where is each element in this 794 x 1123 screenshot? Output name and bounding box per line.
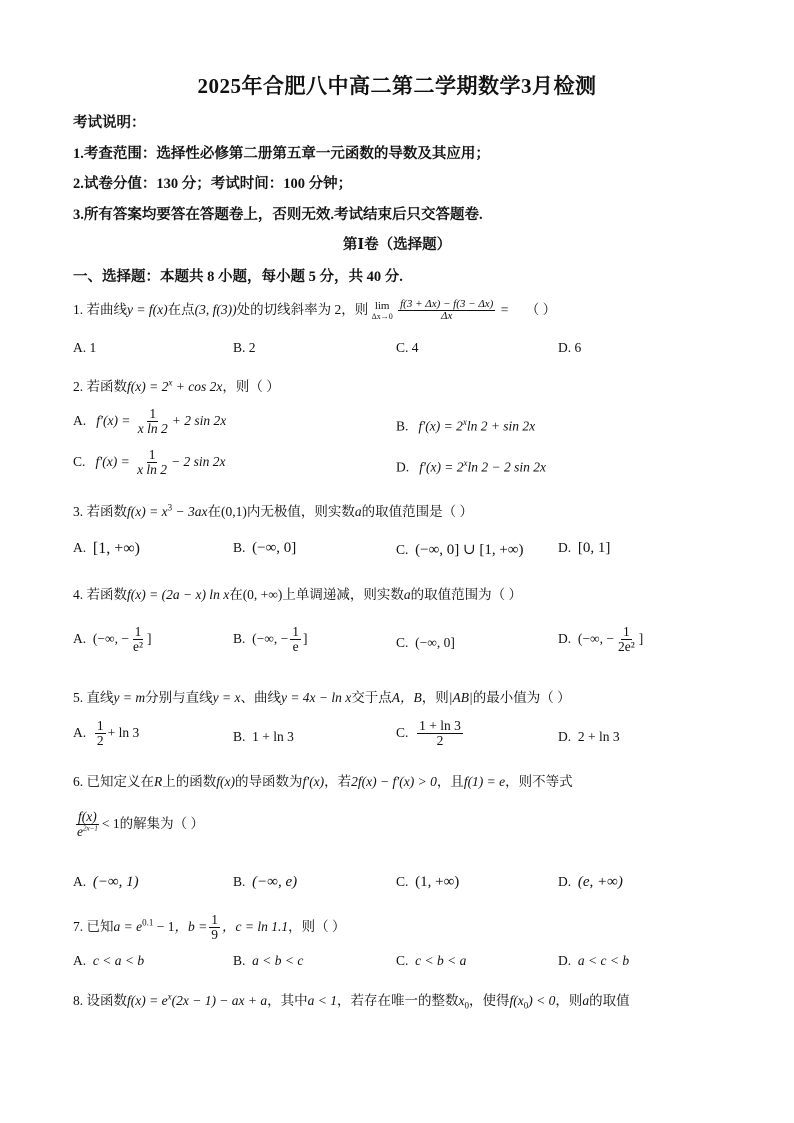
q1-number: 1. xyxy=(73,302,84,317)
q6-a-label: A. xyxy=(73,874,87,889)
q5-tail: 的最小值为（ ） xyxy=(472,690,571,705)
q4-b-num: 1 xyxy=(292,624,299,639)
q1-lim-num: f(3 + Δx) − f(3 − Δx) xyxy=(400,297,494,310)
q3-expr: f(x) = x xyxy=(127,504,168,519)
q7-c-value: c < b < a xyxy=(415,953,467,968)
q3-expr2: − 3ax xyxy=(172,504,208,519)
question-3 xyxy=(73,500,473,520)
q5-mid3: 交于点 xyxy=(351,690,392,705)
q4-var: a xyxy=(403,587,411,602)
q6-option-a xyxy=(73,874,139,891)
q1-option-b: B. 2 xyxy=(233,340,256,355)
q2-b-label: B. xyxy=(396,418,409,434)
question-8 xyxy=(73,989,630,1011)
q3-tail: 内无极值，则实数 xyxy=(246,504,355,519)
notes-heading: 考试说明： xyxy=(73,115,146,131)
q2-c-post: − 2 sin 2x xyxy=(171,453,226,469)
q5-d-value: 2 + ln 3 xyxy=(577,729,620,744)
q1-limit xyxy=(372,300,393,321)
q8-x0: x xyxy=(458,993,465,1008)
q6-text: 已知定义在 xyxy=(86,774,154,789)
q3-c-value: (−∞, 0] ∪ [1, +∞) xyxy=(415,542,524,558)
q6-fraction xyxy=(75,810,100,839)
q3-exp: 3 xyxy=(167,502,173,513)
q4-a-den: e² xyxy=(132,639,144,655)
q5-a-num: 1 xyxy=(96,718,104,733)
q5-b-value: 1 + ln 3 xyxy=(252,729,294,744)
volume-heading: 第Ⅰ卷（选择题） xyxy=(342,237,452,253)
q3-d-label: D. xyxy=(558,540,572,555)
q2-c-label: C. xyxy=(73,453,86,469)
q2-option-b xyxy=(396,417,535,435)
q4-a-pre: (−∞, − xyxy=(92,630,129,646)
q5-c-num: 1 + ln 3 xyxy=(419,718,461,733)
q2-a-num: 1 xyxy=(149,406,157,421)
q1-answer-paren: （ ） xyxy=(525,302,557,317)
q5-option-c xyxy=(396,719,465,748)
q4-option-a xyxy=(73,625,152,654)
q6-mid4: ，且 xyxy=(436,774,464,789)
q4-c-value: (−∞, 0] xyxy=(415,635,455,650)
q2-option-a xyxy=(73,407,226,436)
q6-d-value: (e, +∞) xyxy=(577,874,623,890)
q3-option-d xyxy=(558,540,610,557)
q7-b-num: 1 xyxy=(211,912,218,927)
q6-mid1: 上的函数 xyxy=(162,774,217,789)
q7-option-b xyxy=(233,953,303,969)
q7-a-value: c < a < b xyxy=(92,953,145,968)
q2-d-exp: x xyxy=(463,458,468,468)
q4-a-fraction xyxy=(131,625,145,654)
q7-text: 已知 xyxy=(86,918,114,934)
q5-mid4: ，则 xyxy=(421,690,449,705)
q8-cond: a < 1 xyxy=(307,993,338,1008)
q2-expr: f(x) = 2 xyxy=(127,379,169,394)
q1-point: (3, f(3)) xyxy=(194,302,237,317)
q2-option-c xyxy=(73,448,226,477)
q4-expr: f(x) = (2a − x) ln x xyxy=(127,587,230,602)
q2-d-pre: f′(x) = 2 xyxy=(419,459,464,475)
q6-option-c xyxy=(396,874,459,891)
q7-b-den: 9 xyxy=(211,927,218,943)
q7-a: a = e xyxy=(113,918,143,934)
q6-mid3: ，若 xyxy=(324,774,352,789)
q3-text: 若函数 xyxy=(86,504,127,519)
q2-a-label: A. xyxy=(73,412,87,428)
q2-c-den: x ln 2 xyxy=(137,462,168,478)
q4-d-post: ] xyxy=(638,630,644,646)
q8-cond2b: ) < 0 xyxy=(528,993,556,1008)
q7-c-label: C. xyxy=(396,953,409,968)
q5-d-label: D. xyxy=(558,729,572,744)
q5-a-label: A. xyxy=(73,724,87,740)
q8-cond2-sub: 0 xyxy=(523,1000,529,1011)
q8-text: 设函数 xyxy=(86,993,127,1008)
q8-expr: f(x) = e xyxy=(127,993,168,1008)
q7-d-value: a < c < b xyxy=(577,953,630,968)
q1-text: 若曲线 xyxy=(86,302,127,317)
q4-b-pre: (−∞, − xyxy=(252,630,289,646)
q4-option-d xyxy=(558,625,643,654)
q6-c-value: (1, +∞) xyxy=(415,874,460,890)
q7-c: ，c = ln 1.1 xyxy=(221,918,289,934)
q2-c-fraction xyxy=(135,448,169,477)
q6-tail2: 的解集为（ ） xyxy=(119,815,204,831)
q6-mid2: 的导函数为 xyxy=(234,774,303,789)
q5-points: A，B xyxy=(391,690,422,705)
q6-frac-num: f(x) xyxy=(78,809,97,824)
q6-d-label: D. xyxy=(558,874,572,889)
q4-option-b xyxy=(233,625,308,654)
q2-a-fraction xyxy=(136,407,170,436)
q8-cond2: f(x xyxy=(509,993,524,1008)
q7-b-fraction xyxy=(209,913,220,942)
q3-mid: 在 xyxy=(207,504,221,519)
q6-number: 6. xyxy=(73,774,84,789)
q3-option-b xyxy=(233,540,296,557)
q6-option-d xyxy=(558,874,623,891)
q2-tail: ，则（ ） xyxy=(222,379,280,394)
q1-equals: = xyxy=(500,302,509,317)
q7-a-exp: 0.1 xyxy=(142,917,154,928)
q4-option-c xyxy=(396,635,455,651)
q8-mid: ，其中 xyxy=(267,993,308,1008)
q8-x0-sub: 0 xyxy=(464,1000,470,1011)
q5-text: 直线 xyxy=(86,690,114,705)
q5-ab: |AB| xyxy=(448,690,473,705)
q6-cond2: f(1) = e xyxy=(463,774,506,789)
q3-a-value: [1, +∞) xyxy=(92,540,140,557)
q5-b-label: B. xyxy=(233,729,246,744)
q2-a-pre: f′(x) = xyxy=(96,412,131,428)
q6-frac-den: e xyxy=(77,824,83,840)
q2-c-pre: f′(x) = xyxy=(95,453,130,469)
q6-frac-den-exp: 2x−1 xyxy=(83,824,98,833)
q2-b-pre: f′(x) = 2 xyxy=(418,418,463,434)
question-1 xyxy=(73,298,556,323)
section-heading: 一、选择题：本题共 8 小题，每小题 5 分，共 40 分. xyxy=(73,269,403,285)
q5-line2: y = x xyxy=(212,690,241,705)
q5-line1: y = m xyxy=(113,690,146,705)
q5-c-fraction xyxy=(417,719,463,748)
q5-option-b xyxy=(233,729,294,745)
question-2 xyxy=(73,375,280,395)
q5-option-d xyxy=(558,729,620,745)
q7-option-d xyxy=(558,953,629,969)
q4-tail: 上单调递减，则实数 xyxy=(282,587,404,602)
q5-a-den: 2 xyxy=(96,733,104,749)
q4-d-label: D. xyxy=(558,630,572,646)
q5-mid2: 、曲线 xyxy=(240,690,281,705)
q1-lim-den: Δx xyxy=(441,310,453,323)
q7-b-value: a < b < c xyxy=(252,953,304,968)
q8-tail2: 的取值 xyxy=(589,993,630,1008)
q3-interval: (0,1) xyxy=(220,504,247,519)
q6-cond: 2f(x) − f′(x) > 0 xyxy=(351,774,437,789)
note-1: 1.考查范围：选择性必修第二册第五章一元函数的导数及其应用； xyxy=(73,146,490,162)
q6-R: R xyxy=(154,774,163,789)
q8-var: a xyxy=(582,993,590,1008)
q3-b-value: (−∞, 0] xyxy=(252,540,297,556)
q4-d-den: 2e² xyxy=(617,639,635,655)
note-3: 3.所有答案均要答在答题卷上，否则无效.考试结束后只交答题卷. xyxy=(73,207,483,223)
q4-b-label: B. xyxy=(233,630,246,646)
q5-a-fraction xyxy=(95,719,106,748)
q4-b-post: ] xyxy=(303,630,308,646)
question-6-line2 xyxy=(73,810,204,839)
q3-option-c xyxy=(396,540,524,559)
q2-b-post: ln 2 + sin 2x xyxy=(466,418,536,434)
q6-option-b xyxy=(233,874,297,891)
q7-option-c xyxy=(396,953,466,969)
note-2: 2.试卷分值：130 分；考试时间：100 分钟； xyxy=(73,176,353,192)
q4-interval: (0, +∞) xyxy=(242,587,283,602)
q4-d-pre: (−∞, − xyxy=(577,630,614,646)
q4-a-post: ] xyxy=(147,630,152,646)
q2-number: 2. xyxy=(73,379,84,394)
q1-lim-sub: Δx→0 xyxy=(371,311,393,321)
question-4 xyxy=(73,583,522,603)
q7-d-label: D. xyxy=(558,953,572,968)
q4-b-den: e xyxy=(292,639,299,655)
q2-a-den: x ln 2 xyxy=(137,421,168,437)
q3-a-label: A. xyxy=(73,540,87,556)
q8-number: 8. xyxy=(73,993,84,1008)
question-6 xyxy=(73,770,573,790)
q2-d-label: D. xyxy=(396,459,410,475)
q4-text: 若函数 xyxy=(86,587,127,602)
question-5 xyxy=(73,686,571,706)
q3-c-label: C. xyxy=(396,542,409,557)
q6-ineq: < 1 xyxy=(101,815,120,831)
question-7 xyxy=(73,913,345,942)
q3-d-value: [0, 1] xyxy=(577,540,611,556)
q1-option-c: C. 4 xyxy=(396,340,419,355)
q7-a2: − 1 xyxy=(153,918,175,934)
q2-option-d xyxy=(396,458,546,476)
q2-expr2: + cos 2x xyxy=(172,379,223,394)
q7-option-a xyxy=(73,953,144,969)
q1-limit-fraction xyxy=(398,299,495,323)
q8-mid3: ，使得 xyxy=(469,993,510,1008)
q5-number: 5. xyxy=(73,690,84,705)
q6-tail: ，则不等式 xyxy=(505,774,573,789)
q4-tail2: 的取值范围为（ ） xyxy=(410,587,523,602)
q4-d-fraction xyxy=(616,625,637,654)
q7-a-label: A. xyxy=(73,953,87,968)
page-title: 2025年合肥八中高二第二学期数学3月检测 xyxy=(197,74,597,98)
q5-a-post: + ln 3 xyxy=(107,724,140,740)
q7-b-label: B. xyxy=(233,953,246,968)
q1-curve: y = f(x) xyxy=(127,302,168,317)
q3-option-a xyxy=(73,540,140,558)
q1-lim-word: lim xyxy=(374,300,390,313)
q4-number: 4. xyxy=(73,587,84,602)
q4-mid: 在 xyxy=(229,587,243,602)
q4-a-num: 1 xyxy=(134,624,142,639)
q1-text3: 处的切线斜率为 2，则 xyxy=(236,302,369,317)
q8-tail: ，则 xyxy=(555,993,583,1008)
q2-exp: x xyxy=(168,377,173,388)
q2-a-post: + 2 sin 2x xyxy=(171,412,227,428)
q4-b-fraction xyxy=(290,625,301,654)
q3-var: a xyxy=(354,504,362,519)
q3-number: 3. xyxy=(73,504,84,519)
q5-option-a xyxy=(73,719,139,748)
q4-d-num: 1 xyxy=(623,624,630,639)
q3-b-label: B. xyxy=(233,540,246,555)
q6-b-label: B. xyxy=(233,874,246,889)
q3-tail2: 的取值范围是（ ） xyxy=(361,504,473,519)
q5-c-label: C. xyxy=(396,724,409,740)
q6-a-value: (−∞, 1) xyxy=(92,874,139,890)
q5-c-den: 2 xyxy=(436,733,444,749)
q5-curve: y = 4x − ln x xyxy=(280,690,352,705)
q2-c-num: 1 xyxy=(148,447,156,462)
q7-tail: ，则（ ） xyxy=(288,918,346,934)
q4-a-label: A. xyxy=(73,630,87,646)
q6-c-label: C. xyxy=(396,874,409,889)
q1-option-d: D. 6 xyxy=(558,340,582,355)
q2-b-exp: x xyxy=(462,417,467,427)
q6-fpx: f′(x) xyxy=(302,774,325,789)
q5-mid1: 分别与直线 xyxy=(145,690,213,705)
q7-number: 7. xyxy=(73,918,84,934)
q6-b-value: (−∞, e) xyxy=(252,874,298,890)
q4-c-label: C. xyxy=(396,635,409,650)
q2-text: 若函数 xyxy=(86,379,127,394)
q7-b: ，b = xyxy=(174,918,208,934)
q1-option-a: A. 1 xyxy=(73,340,97,355)
q2-d-post: ln 2 − 2 sin 2x xyxy=(467,459,547,475)
q8-expr2: (2x − 1) − ax + a xyxy=(171,993,268,1008)
q6-fx: f(x) xyxy=(216,774,235,789)
q8-mid2: ，若存在唯一的整数 xyxy=(337,993,459,1008)
q1-text2: 在点 xyxy=(167,302,195,317)
q8-exp: x xyxy=(167,991,172,1002)
